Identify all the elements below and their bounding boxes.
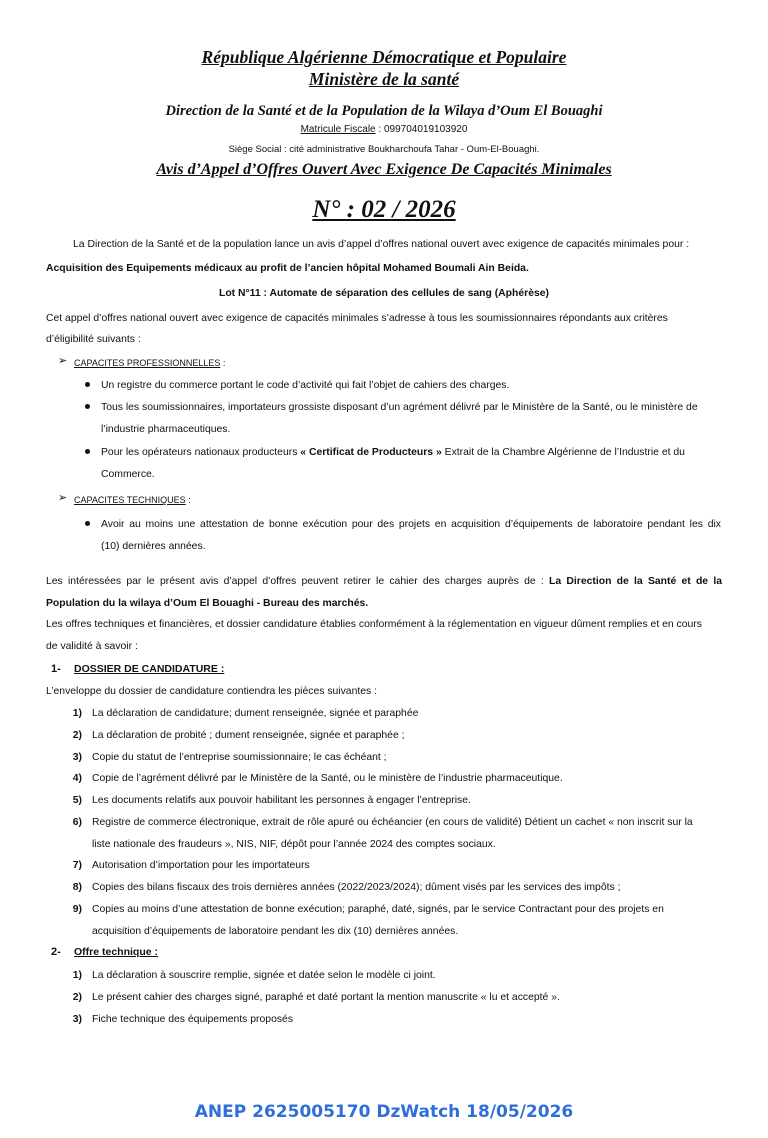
capacites-pro-item-1: Un registre du commerce portant le code d’activité qui fait l’objet de cahiers des charges. <box>101 380 510 391</box>
list-item: Le présent cahier des charges signé, paraphé et daté portant la mention manuscrite « lu et accepté ». <box>92 992 560 1003</box>
retrait-bold: La Direction de la Santé et de la <box>549 576 722 587</box>
dossier-section-number: 1- <box>51 663 61 675</box>
list-item-number: 7) <box>72 860 82 871</box>
item3-pre: Pour les opérateurs nationaux producteurs <box>101 447 301 458</box>
capacites-tech-title: CAPACITES TECHNIQUES <box>74 495 186 505</box>
list-item-number: 6) <box>72 817 82 828</box>
capacites-tech-colon: : <box>185 495 191 505</box>
avis-number: N° : 02 / 2026 <box>312 196 456 223</box>
item3-post: Extrait de la Chambre Algérienne de l’Industrie et du <box>441 447 685 458</box>
list-item: Copie du statut de l’entreprise soumissionnaire; le cas échéant ; <box>92 752 387 763</box>
acquisition-line: Acquisition des Equipements médicaux au profit de l’ancien hôpital Mohamed Boumali Ain Beida. <box>46 263 529 274</box>
retrait-line-4: de validité à savoir : <box>46 641 138 652</box>
list-item: Copie de l’agrément délivré par le Ministère de la Santé, ou le ministère de l’industrie pharmaceutique. <box>92 773 563 784</box>
offre-section-number: 2- <box>51 946 61 958</box>
list-item: La déclaration à souscrire remplie, signée et datée selon le modèle ci joint. <box>92 970 436 981</box>
capacites-pro-item-3-cont: Commerce. <box>101 469 155 480</box>
arrow-bullet-icon: ➢ <box>58 492 68 504</box>
list-item: Copies des bilans fiscaux des trois dernières années (2022/2023/2024); dûment visés par les services des impôts ; <box>92 882 621 893</box>
intro-line: La Direction de la Santé et de la population lance un avis d’appel d’offres national ouvert avec exigence de capacités minimales pour : <box>73 239 690 250</box>
list-item: La déclaration de candidature; dument renseignée, signée et paraphée <box>92 708 419 719</box>
retrait-line-3: Les offres techniques et financières, et dossier candidature établies conformément à la réglementation en vigueur dûment remplies et en cours <box>46 619 702 630</box>
arrow-bullet-icon: ➢ <box>58 355 68 367</box>
list-item: Autorisation d’importation pour les importateurs <box>92 860 310 871</box>
item3-bold: « Certificat de Producteurs » <box>300 447 442 458</box>
offre-section-title: Offre technique : <box>74 946 159 958</box>
bullet-icon <box>85 382 90 387</box>
list-item-cont: acquisition d’équipements de laboratoire pendant les dix (10) dernières années. <box>92 926 459 937</box>
bullet-icon <box>85 449 90 454</box>
list-item-number: 2) <box>72 730 82 741</box>
dossier-intro: L’enveloppe du dossier de candidature contiendra les pièces suivantes : <box>46 686 377 697</box>
bullet-icon <box>85 404 90 409</box>
siege-social: Siège Social : cité administrative Boukharchoufa Tahar - Oum-El-Bouaghi. <box>228 144 540 155</box>
list-item-number: 3) <box>72 1014 82 1025</box>
capacites-tech-item-1-cont: (10) dernières années. <box>101 541 206 552</box>
list-item-number: 8) <box>72 882 82 893</box>
capacites-tech-heading <box>74 494 191 507</box>
direction-title: Direction de la Santé et de la Population de la Wilaya d’Oum El Bouaghi <box>165 103 603 119</box>
capacites-tech-item-1: Avoir au moins une attestation de bonne exécution pour des projets en acquisition d’équipements de laboratoire pendant les dix <box>101 519 721 530</box>
list-item: Registre de commerce électronique, extrait de rôle apuré ou échéancier (en cours de validité) Détient un cachet « non inscrit sur la <box>92 817 693 828</box>
list-item: La déclaration de probité ; dument renseignée, signée et paraphée ; <box>92 730 405 741</box>
list-item-number: 5) <box>72 795 82 806</box>
capacites-pro-title: CAPACITES PROFESSIONNELLES <box>74 358 221 368</box>
footer-reference: ANEP 2625005170 DzWatch 18/05/2026 <box>194 1102 574 1122</box>
lot-line: Lot N°11 : Automate de séparation des cellules de sang (Aphérèse) <box>218 288 549 299</box>
list-item: Fiche technique des équipements proposés <box>92 1014 294 1025</box>
capacites-pro-colon: : <box>220 358 226 368</box>
eligibility-line-1: Cet appel d’offres national ouvert avec exigence de capacités minimales s’adresse à tous les soumissionnaires répondants aux critères <box>46 313 668 324</box>
dossier-section-title: DOSSIER DE CANDIDATURE : <box>74 663 225 675</box>
capacites-pro-item-3 <box>101 446 685 459</box>
list-item: Les documents relatifs aux pouvoir habilitant les personnes à engager l’entreprise. <box>92 795 471 806</box>
republic-title: République Algérienne Démocratique et Populaire <box>201 47 567 67</box>
avis-title: Avis d’Appel d’Offres Ouvert Avec Exigence De Capacités Minimales <box>156 161 612 178</box>
matricule-label: Matricule Fiscale <box>300 124 376 135</box>
capacites-pro-item-2-cont: l’industrie pharmaceutiques. <box>101 424 231 435</box>
matricule-fiscale <box>0 124 768 135</box>
retrait-pre: Les intéressées par le présent avis d’appel d’offres peuvent retirer le cahier des charges auprès de : <box>46 576 550 587</box>
retrait-line-2: Population du la wilaya d’Oum El Bouaghi - Bureau des marchés. <box>46 598 369 609</box>
capacites-pro-item-2: Tous les soumissionnaires, importateurs grossiste disposant d’un agrément délivré par le Ministère de la Santé, ou le ministère de <box>101 402 698 413</box>
list-item: Copies au moins d’une attestation de bonne exécution; paraphé, daté, signés, par le service Contractant pour des projets en <box>92 904 664 915</box>
list-item-number: 2) <box>72 992 82 1003</box>
bullet-icon <box>85 521 90 526</box>
list-item-number: 1) <box>72 708 82 719</box>
matricule-value: : 099704019103920 <box>375 124 468 135</box>
list-item-number: 1) <box>72 970 82 981</box>
eligibility-line-2: d’éligibilité suivants : <box>46 334 141 345</box>
list-item-number: 9) <box>72 904 82 915</box>
list-item-number: 4) <box>72 773 82 784</box>
capacites-pro-heading <box>74 357 225 370</box>
list-item-number: 3) <box>72 752 82 763</box>
ministry-title: Ministère de la santé <box>308 69 460 89</box>
list-item-cont: liste nationale des fraudeurs », NIS, NIF, dépôt pour l’année 2024 des comptes sociaux. <box>92 839 496 850</box>
retrait-line-1 <box>46 575 722 588</box>
